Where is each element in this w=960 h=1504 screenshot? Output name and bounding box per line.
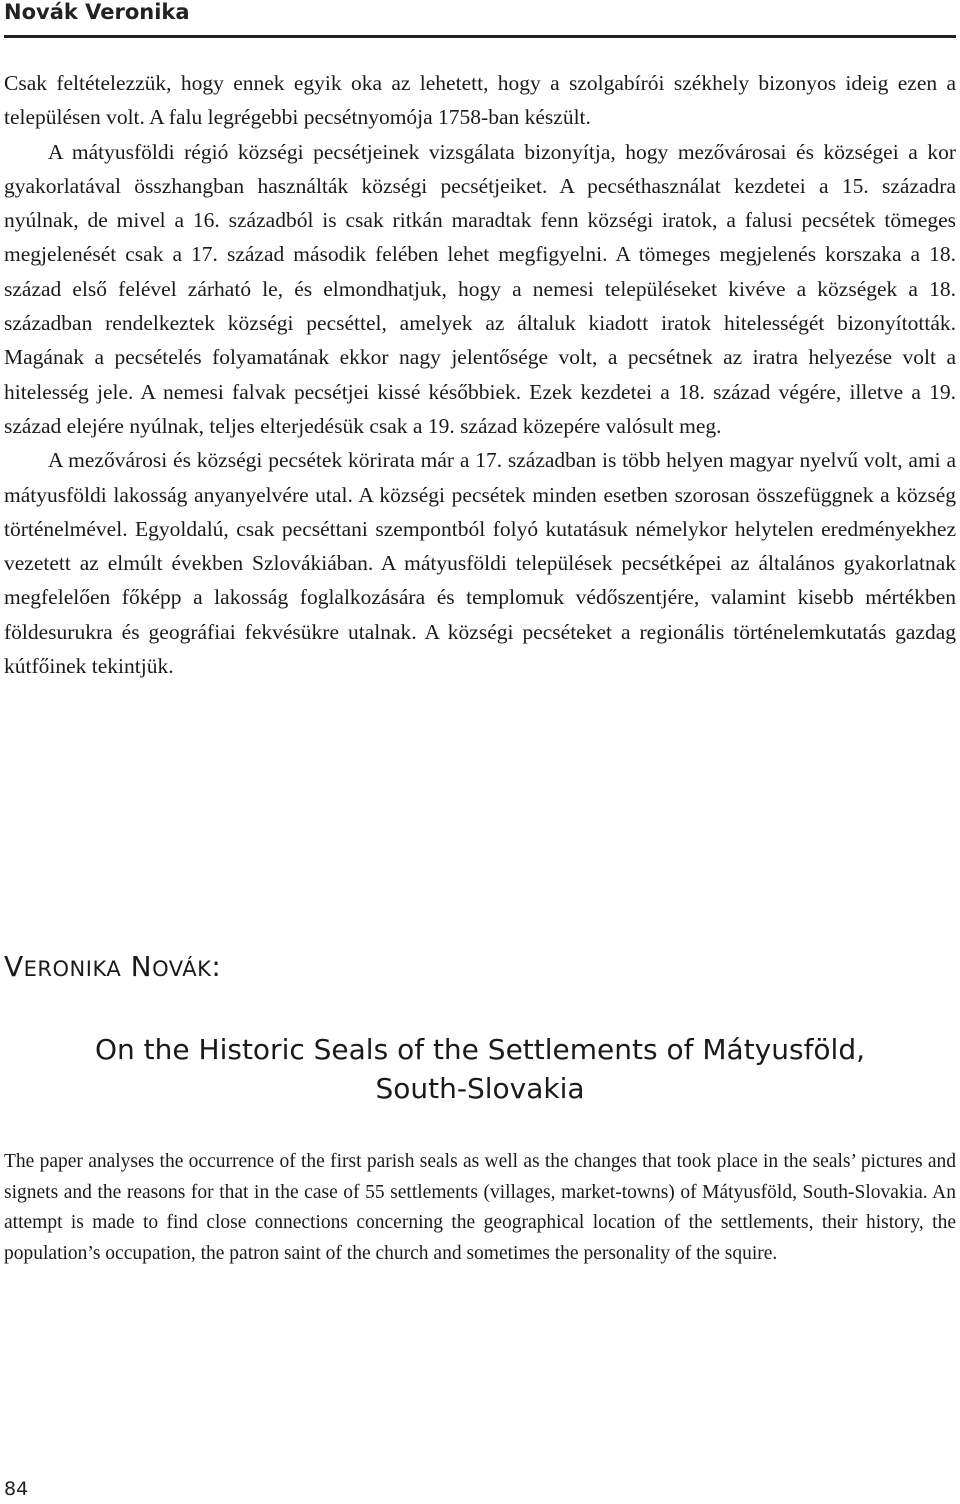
header-rule [4,35,956,38]
abstract-paragraph: The paper analyses the occurrence of the first parish seals as well as the changes that took place in the seals’ pictures and signets and the reasons for that in the case of 55 settlements (villages, market-towns) of Mátyusföld, South-Slovakia. An attempt is made to find close connections concerning the geographical location of the settlements, their history, the population’s occupation, the patron saint of the church and sometimes the personality of the squire. [4,1151,956,1264]
paragraph: A mezővárosi és községi pecsétek körirata már a 17. században is több helyen magyar nyelvű volt, ami a mátyusföldi lakosság anyanyelvére utal. A községi pecsétek minden esetben szorosan összefüggnek a község történelmével. Egyoldalú, csak pecséttani szempontból folyó kutatásuk némelykor helytelen eredményekhez vezetett az elmúlt években Szlovákiában. A mátyusföldi települések pecsétképei az általános gyakorlatnak megfelelően főképp a lakosság foglalkozására és templomuk védőszentjére, valamint kisebb mértékben földesurukra és geográfiai fekvésükre utalnak. A községi pecséteket a regionális történelemkutatás gazdag kútfőinek tekintjük. [4,448,956,679]
summary-abstract [4,1147,956,1269]
summary-title-line: South-Slovakia [375,1072,585,1105]
running-head: Novák Veronika [4,0,190,24]
summary-title-line: On the Historic Seals of the Settlements of Mátyusföld, [94,1033,866,1066]
author-last-initial: N [130,950,153,983]
author-last-rest: OVÁK [152,957,212,981]
author-first-rest: ERONIKA [23,957,122,981]
paragraph: Csak feltételezzük, hogy ennek egyik oka az lehetett, hogy a szolgabírói székhely bizonyos ideig ezen a településen volt. A falu legrégebbi pecsétnyomója 1758-ban készült. [4,71,956,130]
summary-author [4,950,221,983]
author-suffix: : [211,950,222,983]
paragraph: A mátyusföldi régió községi pecsétjeinek vizsgálata bizonyítja, hogy mezővárosai és községei a kor gyakorlatával összhangban használták községi pecsétjeiket. A pecséthasználat kezdetei a 15. századra nyúlnak, de mivel a 16. századból is csak ritkán maradtak fenn községi iratok, a falusi pecsétek tömeges megjelenését csak a 17. század második felében lehet megfigyelni. A tömeges megjelenés korszaka a 18. század első felével zárható le, és elmondhatjuk, hogy a nemesi településeket kivéve a községek a 18. században rendelkeztek községi pecséttel, amelyek az általuk kiadott iratok hitelességét bizonyították. Magának a pecsételés folyamatának ekkor nagy jelentősége volt, a pecsétnek az iratra helyezése volt a hitelesség jele. A nemesi falvak pecsétjei kissé későbbiek. Ezek kezdetei a 18. század végére, illetve a 19. század elejére nyúlnak, teljes elterjedésük csak a 19. század közepére valósult meg. [4,139,956,438]
author-first-initial: V [4,950,24,983]
summary-title [0,1030,960,1108]
main-text [4,66,956,683]
page-number: 84 [4,1478,29,1500]
